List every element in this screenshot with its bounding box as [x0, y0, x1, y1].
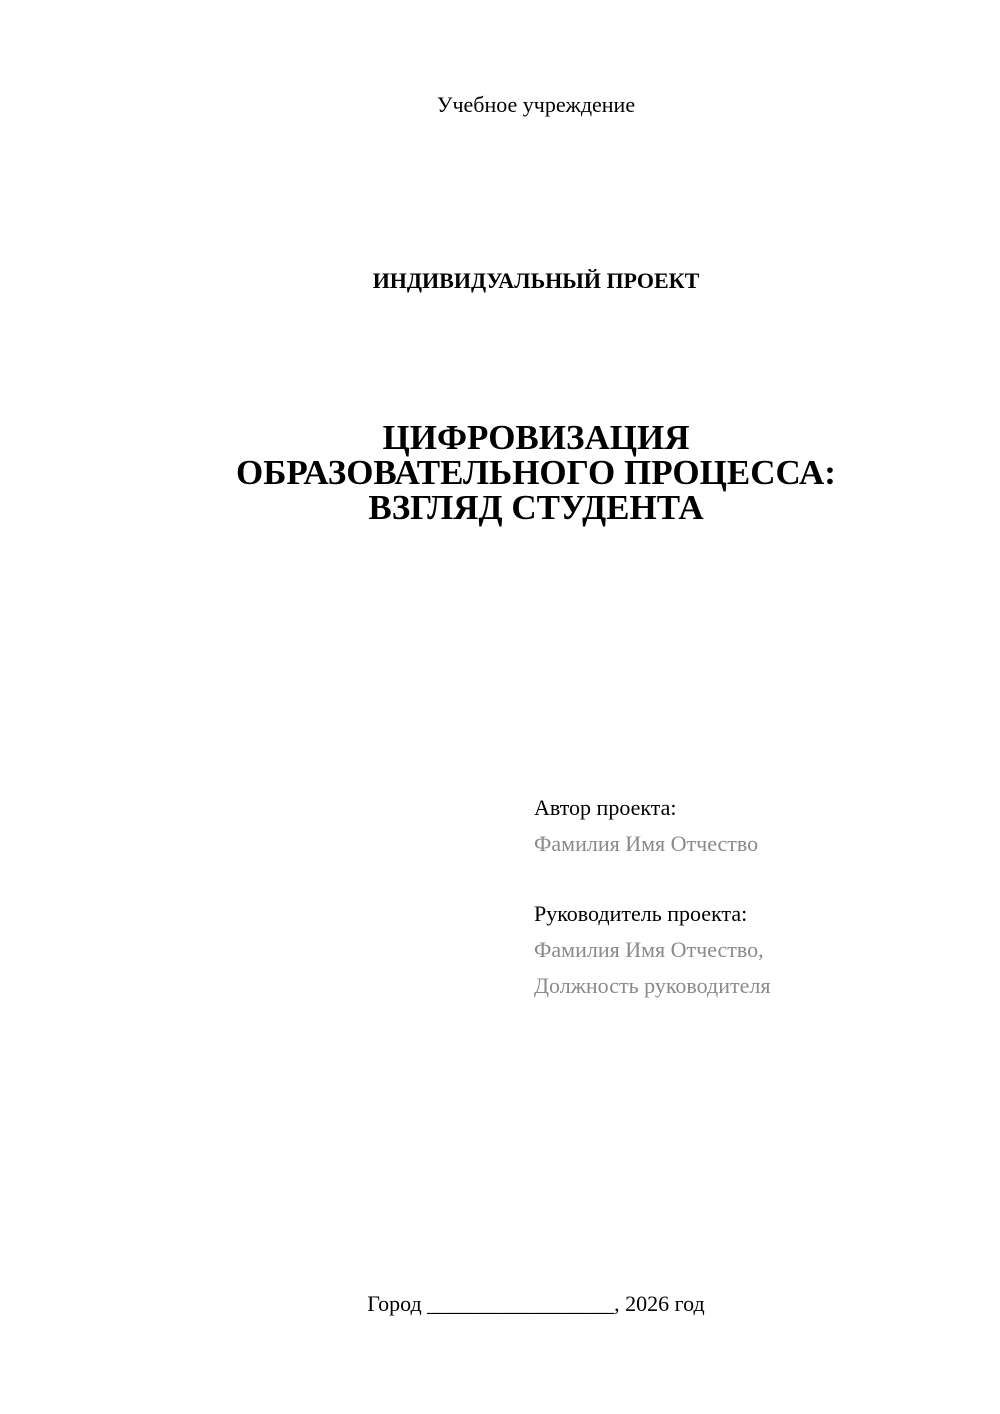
- project-title: [0, 420, 1000, 525]
- author-label: Автор проекта:: [534, 795, 677, 820]
- project-title-line: ВЗГЛЯД СТУДЕНТА: [368, 488, 704, 527]
- author-name: Фамилия Имя Отчество: [534, 831, 759, 856]
- project-title-line: ЦИФРОВИЗАЦИЯ: [382, 418, 690, 457]
- year-text: , 2026 год: [614, 1291, 705, 1316]
- document-type: ИНДИВИДУАЛЬНЫЙ ПРОЕКТ: [372, 268, 700, 293]
- project-title-line: ОБРАЗОВАТЕЛЬНОГО ПРОЦЕССА:: [236, 453, 836, 492]
- city-year-line: [0, 1290, 1000, 1318]
- credits-block: [534, 790, 974, 1004]
- supervisor-name: Фамилия Имя Отчество,: [534, 937, 764, 962]
- institution-name: Учебное учреждение: [436, 92, 636, 117]
- credits-spacer: [534, 862, 974, 896]
- supervisor-label: Руководитель проекта:: [534, 901, 748, 926]
- city-label: Город: [367, 1291, 422, 1316]
- city-blank: _________________: [427, 1291, 615, 1316]
- supervisor-position: Должность руководителя: [534, 973, 771, 998]
